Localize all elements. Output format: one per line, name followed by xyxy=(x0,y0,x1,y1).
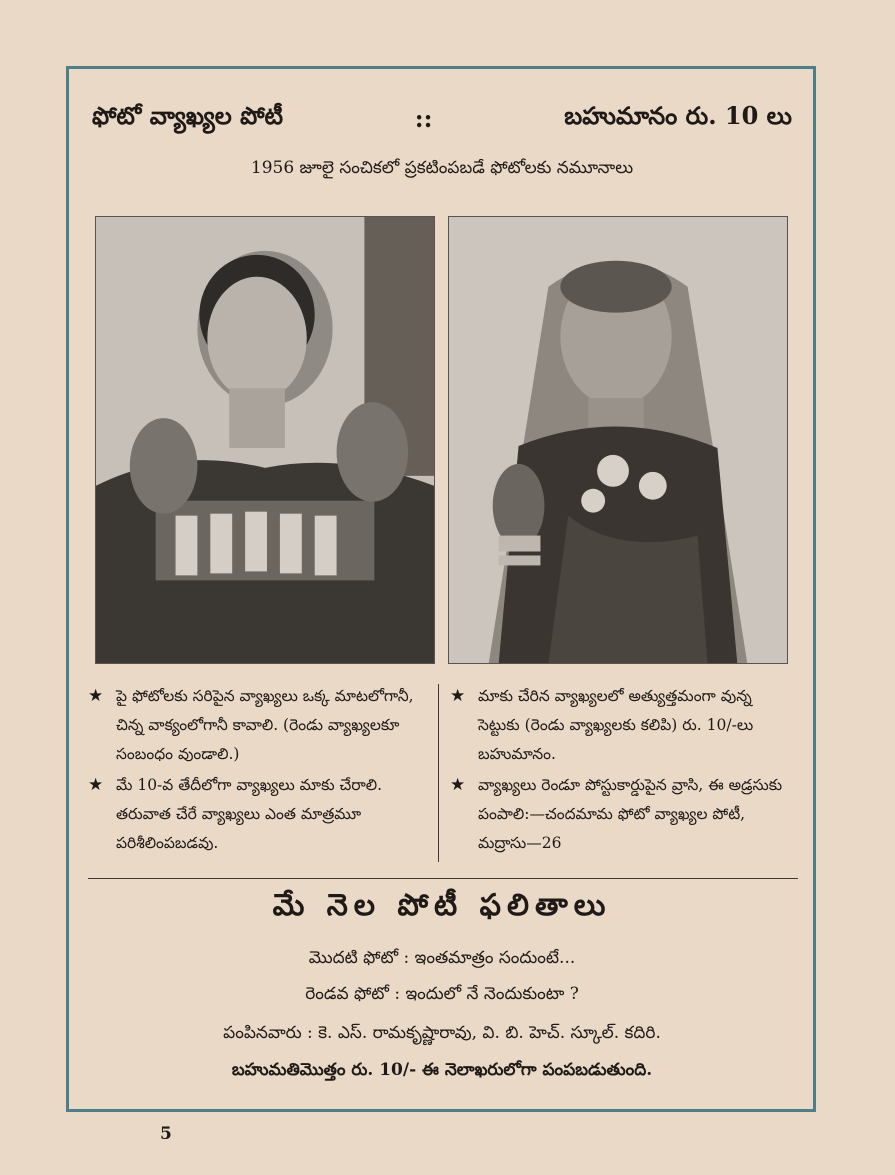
result-first-photo: మొదటి ఫోటో : ఇంతమాత్రం సందుంటే... xyxy=(308,948,576,968)
rules-right-column xyxy=(450,682,790,860)
rule-item xyxy=(88,771,428,858)
rule-item xyxy=(88,682,428,769)
results-title: మే నెల పోటీ ఫలితాలు xyxy=(272,888,612,923)
rules-left-column xyxy=(88,682,428,860)
prize-note: బహుమతిమొత్తం రు. 10/- ఈ నెలాఖరులోగా పంపబడుతుంది. xyxy=(231,1060,653,1080)
result-second-photo: రెండవ ఫోటో : ఇందులో నే నెందుకుంటా ? xyxy=(305,984,579,1004)
star-icon: ★ xyxy=(450,686,466,706)
rule-item xyxy=(450,771,790,858)
rule-item xyxy=(450,682,790,769)
page-number: 5 xyxy=(160,1124,172,1144)
sample-photo-right xyxy=(448,216,788,664)
star-icon: ★ xyxy=(88,775,104,795)
column-divider xyxy=(438,684,439,862)
rule-text: పై ఫోటోలకు సరిపైన వ్యాఖ్యలు ఒక్క మాటలోగానీ, చిన్న వాక్యంలోగానీ కావాలి. (రెండు వ్యాఖ్యలకూ సంబంధం వుండాలి.) xyxy=(116,687,414,763)
star-icon: ★ xyxy=(450,775,466,795)
contest-prize: బహుమానం రు. 10 లు xyxy=(564,100,792,130)
header-separator: :: xyxy=(414,103,433,133)
contest-title: ఫోటో వ్యాఖ్యల పోటీ xyxy=(92,100,284,130)
section-divider xyxy=(88,878,798,879)
subtitle: 1956 జూలై సంచికలో ప్రకటింపబడే ఫోటోలకు నమూనాలు xyxy=(250,158,634,178)
result-sender: పంపినవారు : కె. ఎస్. రామకృష్ణారావు, వి. బి. హెచ్. స్కూల్. కదిరి. xyxy=(223,1023,661,1043)
rule-text: వ్యాఖ్యలు రెండూ పోస్టుకార్డుపైన వ్రాసి, ఈ అడ్రసుకు పంపాలి:—చందమామ ఫోటో వ్యాఖ్యల పోటీ, మద్రాసు—26 xyxy=(478,776,783,852)
star-icon: ★ xyxy=(88,686,104,706)
rule-text: మే 10-వ తేదీలోగా వ్యాఖ్యలు మాకు చేరాలి. తరువాత చేరే వ్యాఖ్యలు ఎంత మాత్రమూ పరిశీలింపబడవు. xyxy=(116,776,383,852)
sample-photo-left xyxy=(95,216,435,664)
contest-header xyxy=(92,96,792,140)
rule-text: మాకు చేరిన వ్యాఖ్యలలో అత్యుత్తమంగా వున్న సెట్టుకు (రెండు వ్యాఖ్యలకు కలిపి) రు. 10/-లు బహుమానం. xyxy=(478,687,754,763)
contest-rules xyxy=(88,682,800,862)
